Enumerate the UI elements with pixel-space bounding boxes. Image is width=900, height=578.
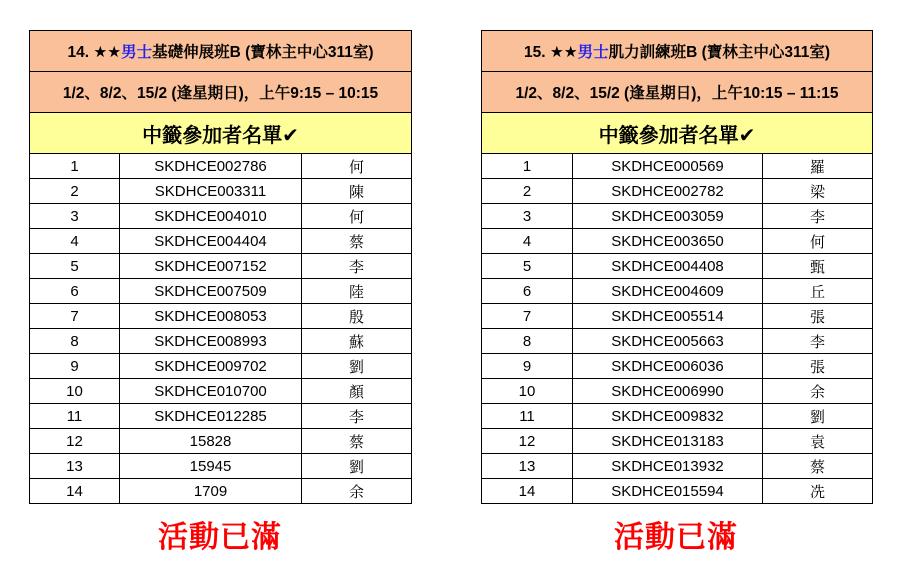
participant-surname: 張: [763, 304, 873, 329]
participant-row: [30, 429, 412, 454]
participant-row: [482, 329, 873, 354]
participant-surname: 蔡: [302, 429, 412, 454]
participant-row: [30, 379, 412, 404]
participant-surname: 蔡: [763, 454, 873, 479]
participant-surname: 劉: [302, 354, 412, 379]
participant-code: SKDHCE006036: [573, 354, 763, 379]
class-title-row: [30, 31, 412, 72]
participant-row: [30, 154, 412, 179]
participant-surname: 劉: [763, 404, 873, 429]
participant-surname: 袁: [763, 429, 873, 454]
participant-code: SKDHCE007152: [120, 254, 302, 279]
participant-row: [30, 179, 412, 204]
participant-code: 1709: [120, 479, 302, 504]
participant-row: [482, 404, 873, 429]
participant-number: 6: [30, 279, 120, 304]
participant-code: SKDHCE005514: [573, 304, 763, 329]
class-title-gender: 男士: [577, 44, 609, 61]
participant-surname: 張: [763, 354, 873, 379]
participant-number: 4: [30, 229, 120, 254]
participant-number: 11: [482, 404, 573, 429]
participant-code: 15945: [120, 454, 302, 479]
participant-row: [482, 204, 873, 229]
participant-row: [30, 404, 412, 429]
participant-surname: 何: [302, 154, 412, 179]
participant-number: 12: [482, 429, 573, 454]
participant-code: SKDHCE003311: [120, 179, 302, 204]
class-schedule: 1/2、8/2、15/2 (逢星期日)，上午9:15 – 10:15: [30, 72, 412, 113]
class-title-suffix: 基礎伸展班B (寶林主中心311室): [152, 44, 374, 61]
class-15-panel: [481, 30, 872, 504]
participant-code: SKDHCE013932: [573, 454, 763, 479]
participant-code: SKDHCE004010: [120, 204, 302, 229]
class-14-tbody: [30, 31, 412, 504]
participant-surname: 蔡: [302, 229, 412, 254]
participant-row: [482, 479, 873, 504]
participant-code: SKDHCE003650: [573, 229, 763, 254]
participant-code: SKDHCE008993: [120, 329, 302, 354]
participant-surname: 陸: [302, 279, 412, 304]
participant-code: SKDHCE007509: [120, 279, 302, 304]
participant-number: 8: [30, 329, 120, 354]
participant-code: SKDHCE005663: [573, 329, 763, 354]
participant-number: 3: [30, 204, 120, 229]
participant-number: 10: [30, 379, 120, 404]
participant-number: 9: [30, 354, 120, 379]
class-title-suffix: 肌力訓練班B (寶林主中心311室): [608, 44, 831, 61]
class-schedule: 1/2、8/2、15/2 (逢星期日)，上午10:15 – 11:15: [482, 72, 873, 113]
participant-row: [482, 254, 873, 279]
participant-code: SKDHCE002782: [573, 179, 763, 204]
participant-row: [30, 329, 412, 354]
participant-row: [30, 354, 412, 379]
participant-surname: 李: [302, 254, 412, 279]
participant-surname: 殷: [302, 304, 412, 329]
participant-surname: 何: [302, 204, 412, 229]
participant-surname: 蘇: [302, 329, 412, 354]
list-header-row: [30, 113, 412, 154]
participant-row: [482, 229, 873, 254]
participant-row: [482, 154, 873, 179]
participant-row: [482, 454, 873, 479]
participant-surname: 李: [302, 404, 412, 429]
class-15-tbody: [482, 31, 873, 504]
participant-surname: 李: [763, 329, 873, 354]
participant-number: 9: [482, 354, 573, 379]
participant-surname: 冼: [763, 479, 873, 504]
participant-number: 2: [30, 179, 120, 204]
participant-number: 8: [482, 329, 573, 354]
participant-code: SKDHCE002786: [120, 154, 302, 179]
class-title-prefix: 14. ★★: [67, 44, 122, 61]
class-schedule-row: [482, 72, 873, 113]
participant-surname: 何: [763, 229, 873, 254]
participant-number: 13: [482, 454, 573, 479]
participant-surname: 羅: [763, 154, 873, 179]
participant-row: [482, 179, 873, 204]
class-title-row: [482, 31, 873, 72]
participant-surname: 丘: [763, 279, 873, 304]
participant-code: SKDHCE012285: [120, 404, 302, 429]
class-title: [30, 31, 412, 72]
participant-surname: 甄: [763, 254, 873, 279]
participant-number: 5: [30, 254, 120, 279]
participant-surname: 余: [763, 379, 873, 404]
participant-row: [482, 354, 873, 379]
class-14-table: [29, 30, 412, 504]
participant-code: SKDHCE004404: [120, 229, 302, 254]
participant-row: [482, 279, 873, 304]
participant-row: [30, 454, 412, 479]
class-15-full-notice: 活動已滿: [614, 520, 738, 555]
participant-surname: 梁: [763, 179, 873, 204]
participant-number: 14: [30, 479, 120, 504]
class-14-full-notice: 活動已滿: [158, 520, 282, 555]
participant-row: [482, 304, 873, 329]
class-14-panel: [29, 30, 411, 504]
participant-number: 14: [482, 479, 573, 504]
participant-row: [30, 279, 412, 304]
class-title-prefix: 15. ★★: [524, 44, 578, 61]
participant-number: 6: [482, 279, 573, 304]
participant-number: 10: [482, 379, 573, 404]
participant-number: 13: [30, 454, 120, 479]
participant-row: [30, 254, 412, 279]
participant-number: 7: [30, 304, 120, 329]
participant-code: SKDHCE009702: [120, 354, 302, 379]
participant-surname: 劉: [302, 454, 412, 479]
participant-code: SKDHCE004609: [573, 279, 763, 304]
participant-surname: 余: [302, 479, 412, 504]
participant-number: 7: [482, 304, 573, 329]
participant-number: 11: [30, 404, 120, 429]
participant-code: SKDHCE006990: [573, 379, 763, 404]
participant-number: 2: [482, 179, 573, 204]
participant-row: [30, 479, 412, 504]
participant-code: SKDHCE009832: [573, 404, 763, 429]
participant-number: 5: [482, 254, 573, 279]
list-header: 中籤參加者名單✔: [482, 113, 873, 154]
participant-number: 1: [30, 154, 120, 179]
class-schedule-row: [30, 72, 412, 113]
participant-number: 4: [482, 229, 573, 254]
list-header-row: [482, 113, 873, 154]
participant-row: [482, 429, 873, 454]
participant-code: SKDHCE015594: [573, 479, 763, 504]
participant-row: [482, 379, 873, 404]
participant-number: 3: [482, 204, 573, 229]
participant-number: 1: [482, 154, 573, 179]
participant-row: [30, 204, 412, 229]
participant-code: SKDHCE013183: [573, 429, 763, 454]
participant-surname: 陳: [302, 179, 412, 204]
class-15-table: [481, 30, 873, 504]
participant-surname: 顏: [302, 379, 412, 404]
class-title-gender: 男士: [121, 44, 153, 61]
participant-surname: 李: [763, 204, 873, 229]
participant-code: SKDHCE008053: [120, 304, 302, 329]
participant-row: [30, 229, 412, 254]
list-header: 中籤參加者名單✔: [30, 113, 412, 154]
participant-code: SKDHCE003059: [573, 204, 763, 229]
class-title: [482, 31, 873, 72]
participant-row: [30, 304, 412, 329]
participant-code: 15828: [120, 429, 302, 454]
participant-code: SKDHCE004408: [573, 254, 763, 279]
participant-code: SKDHCE000569: [573, 154, 763, 179]
participant-number: 12: [30, 429, 120, 454]
participant-code: SKDHCE010700: [120, 379, 302, 404]
